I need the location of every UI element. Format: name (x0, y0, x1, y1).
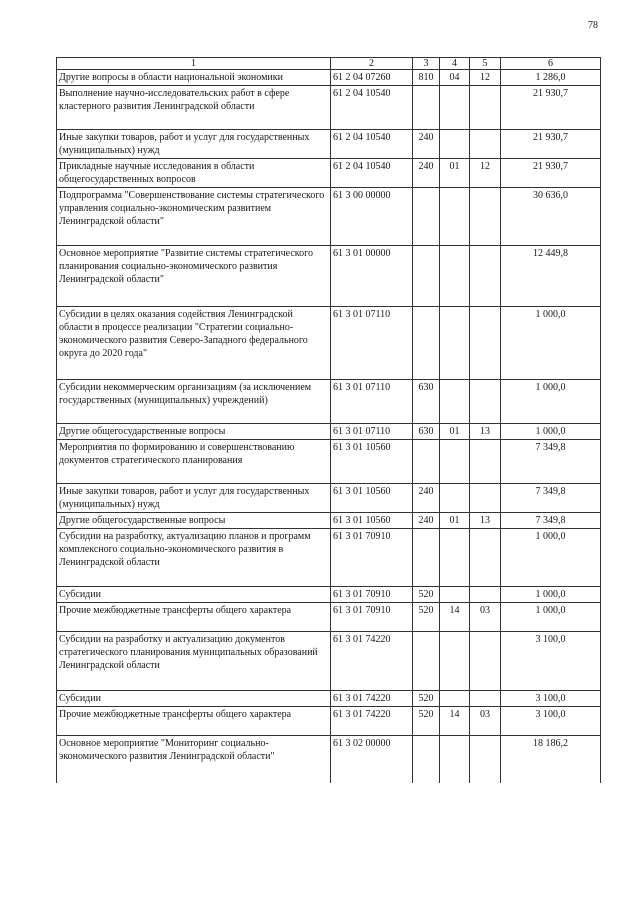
row-subsection (470, 307, 501, 380)
page-number: 78 (588, 20, 598, 31)
row-section (440, 440, 470, 484)
row-name: Субсидии на разработку и актуализацию документов стратегического планирования муниципальных образований Ленинградской области (57, 632, 331, 691)
row-subsection (470, 440, 501, 484)
budget-table (56, 57, 601, 783)
row-amount: 1 000,0 (501, 380, 601, 424)
row-amount: 12 449,8 (501, 246, 601, 307)
row-code: 61 2 04 07260 (331, 70, 413, 86)
table-row (57, 380, 601, 424)
row-amount: 7 349,8 (501, 440, 601, 484)
row-name: Другие вопросы в области национальной экономики (57, 70, 331, 86)
header-row (57, 58, 601, 70)
row-section (440, 86, 470, 130)
row-section: 14 (440, 707, 470, 736)
row-amount: 3 100,0 (501, 632, 601, 691)
row-code: 61 3 01 10560 (331, 440, 413, 484)
row-expense-type (413, 440, 440, 484)
row-section (440, 529, 470, 587)
row-amount: 21 930,7 (501, 130, 601, 159)
row-subsection (470, 86, 501, 130)
row-code: 61 3 01 70910 (331, 603, 413, 632)
header-col-5: 5 (470, 58, 501, 70)
row-section (440, 380, 470, 424)
row-subsection: 13 (470, 424, 501, 440)
row-expense-type (413, 736, 440, 783)
row-expense-type (413, 529, 440, 587)
row-name: Субсидии (57, 587, 331, 603)
row-name: Иные закупки товаров, работ и услуг для государственных (муниципальных) нужд (57, 484, 331, 513)
row-section (440, 691, 470, 707)
row-subsection: 12 (470, 159, 501, 188)
row-expense-type: 240 (413, 513, 440, 529)
row-subsection (470, 188, 501, 246)
table-body (57, 70, 601, 783)
row-subsection (470, 587, 501, 603)
row-expense-type: 520 (413, 603, 440, 632)
row-subsection (470, 736, 501, 783)
header-col-1: 1 (57, 58, 331, 70)
row-expense-type: 520 (413, 587, 440, 603)
row-code: 61 3 00 00000 (331, 188, 413, 246)
row-section (440, 188, 470, 246)
header-col-3: 3 (413, 58, 440, 70)
row-section (440, 587, 470, 603)
row-subsection (470, 246, 501, 307)
row-code: 61 3 01 74220 (331, 691, 413, 707)
row-name: Подпрограмма "Совершенствование системы стратегического управления социально-экономическим развитием Ленинградской области" (57, 188, 331, 246)
header-col-4: 4 (440, 58, 470, 70)
row-section (440, 130, 470, 159)
row-section: 14 (440, 603, 470, 632)
row-expense-type (413, 188, 440, 246)
table-row (57, 307, 601, 380)
row-name: Субсидии некоммерческим организациям (за исключением государственных (муниципальных) учреждений) (57, 380, 331, 424)
row-subsection: 13 (470, 513, 501, 529)
row-name: Иные закупки товаров, работ и услуг для государственных (муниципальных) нужд (57, 130, 331, 159)
row-name: Субсидии (57, 691, 331, 707)
row-name: Субсидии в целях оказания содействия Ленинградской области в процессе реализации "Стратегии социально-экономического развития Северо-Западного федерального округа до 2020 года" (57, 307, 331, 380)
row-expense-type: 520 (413, 707, 440, 736)
row-code: 61 3 01 70910 (331, 529, 413, 587)
row-amount: 1 000,0 (501, 307, 601, 380)
row-code: 61 3 01 00000 (331, 246, 413, 307)
row-name: Прочие межбюджетные трансферты общего характера (57, 707, 331, 736)
row-code: 61 3 01 07110 (331, 424, 413, 440)
row-amount: 18 186,2 (501, 736, 601, 783)
row-amount: 21 930,7 (501, 86, 601, 130)
table-row (57, 603, 601, 632)
row-section (440, 632, 470, 691)
row-code: 61 3 02 00000 (331, 736, 413, 783)
row-name: Выполнение научно-исследовательских работ в сфере кластерного развития Ленинградской области (57, 86, 331, 130)
row-expense-type (413, 307, 440, 380)
row-section (440, 246, 470, 307)
row-section: 01 (440, 424, 470, 440)
row-amount: 3 100,0 (501, 691, 601, 707)
row-section (440, 736, 470, 783)
table-row (57, 159, 601, 188)
row-section (440, 484, 470, 513)
row-amount: 1 000,0 (501, 587, 601, 603)
table-row (57, 632, 601, 691)
row-code: 61 3 01 10560 (331, 513, 413, 529)
row-section: 01 (440, 159, 470, 188)
table-row (57, 130, 601, 159)
row-subsection (470, 130, 501, 159)
header-col-6: 6 (501, 58, 601, 70)
row-expense-type: 520 (413, 691, 440, 707)
row-name: Основное мероприятие "Развитие системы стратегического планирования социально-экономического развития Ленинградской области" (57, 246, 331, 307)
row-expense-type: 630 (413, 380, 440, 424)
row-amount: 7 349,8 (501, 484, 601, 513)
row-amount: 1 000,0 (501, 529, 601, 587)
row-expense-type: 630 (413, 424, 440, 440)
row-amount: 3 100,0 (501, 707, 601, 736)
row-code: 61 3 01 07110 (331, 307, 413, 380)
row-amount: 21 930,7 (501, 159, 601, 188)
row-name: Другие общегосударственные вопросы (57, 513, 331, 529)
table-row (57, 246, 601, 307)
row-code: 61 3 01 74220 (331, 707, 413, 736)
row-amount: 1 000,0 (501, 603, 601, 632)
row-section: 04 (440, 70, 470, 86)
table-row (57, 529, 601, 587)
table-row (57, 188, 601, 246)
row-code: 61 2 04 10540 (331, 130, 413, 159)
row-expense-type: 240 (413, 484, 440, 513)
row-amount: 1 286,0 (501, 70, 601, 86)
row-name: Субсидии на разработку, актуализацию планов и программ комплексного социально-экономического развития в Ленинградской области (57, 529, 331, 587)
row-amount: 7 349,8 (501, 513, 601, 529)
table-row (57, 86, 601, 130)
row-expense-type (413, 246, 440, 307)
table-row (57, 707, 601, 736)
table-row (57, 691, 601, 707)
row-subsection: 12 (470, 70, 501, 86)
row-expense-type: 240 (413, 130, 440, 159)
row-name: Мероприятия по формированию и совершенствованию документов стратегического планирования (57, 440, 331, 484)
table-row (57, 484, 601, 513)
row-name: Прочие межбюджетные трансферты общего характера (57, 603, 331, 632)
row-section (440, 307, 470, 380)
table-row (57, 736, 601, 783)
row-section: 01 (440, 513, 470, 529)
row-expense-type: 240 (413, 159, 440, 188)
row-expense-type (413, 632, 440, 691)
table-row (57, 424, 601, 440)
row-subsection: 03 (470, 707, 501, 736)
row-subsection (470, 380, 501, 424)
row-name: Прикладные научные исследования в области общегосударственных вопросов (57, 159, 331, 188)
row-subsection (470, 632, 501, 691)
row-amount: 1 000,0 (501, 424, 601, 440)
row-code: 61 2 04 10540 (331, 86, 413, 130)
row-subsection: 03 (470, 603, 501, 632)
table-row (57, 70, 601, 86)
row-name: Другие общегосударственные вопросы (57, 424, 331, 440)
row-subsection (470, 691, 501, 707)
row-name: Основное мероприятие "Мониторинг социально-экономического развития Ленинградской области" (57, 736, 331, 783)
table-row (57, 440, 601, 484)
row-code: 61 2 04 10540 (331, 159, 413, 188)
row-code: 61 3 01 07110 (331, 380, 413, 424)
table-row (57, 513, 601, 529)
row-amount: 30 636,0 (501, 188, 601, 246)
row-expense-type (413, 86, 440, 130)
row-subsection (470, 484, 501, 513)
row-code: 61 3 01 10560 (331, 484, 413, 513)
row-expense-type: 810 (413, 70, 440, 86)
header-col-2: 2 (331, 58, 413, 70)
row-subsection (470, 529, 501, 587)
table-row (57, 587, 601, 603)
row-code: 61 3 01 70910 (331, 587, 413, 603)
row-code: 61 3 01 74220 (331, 632, 413, 691)
